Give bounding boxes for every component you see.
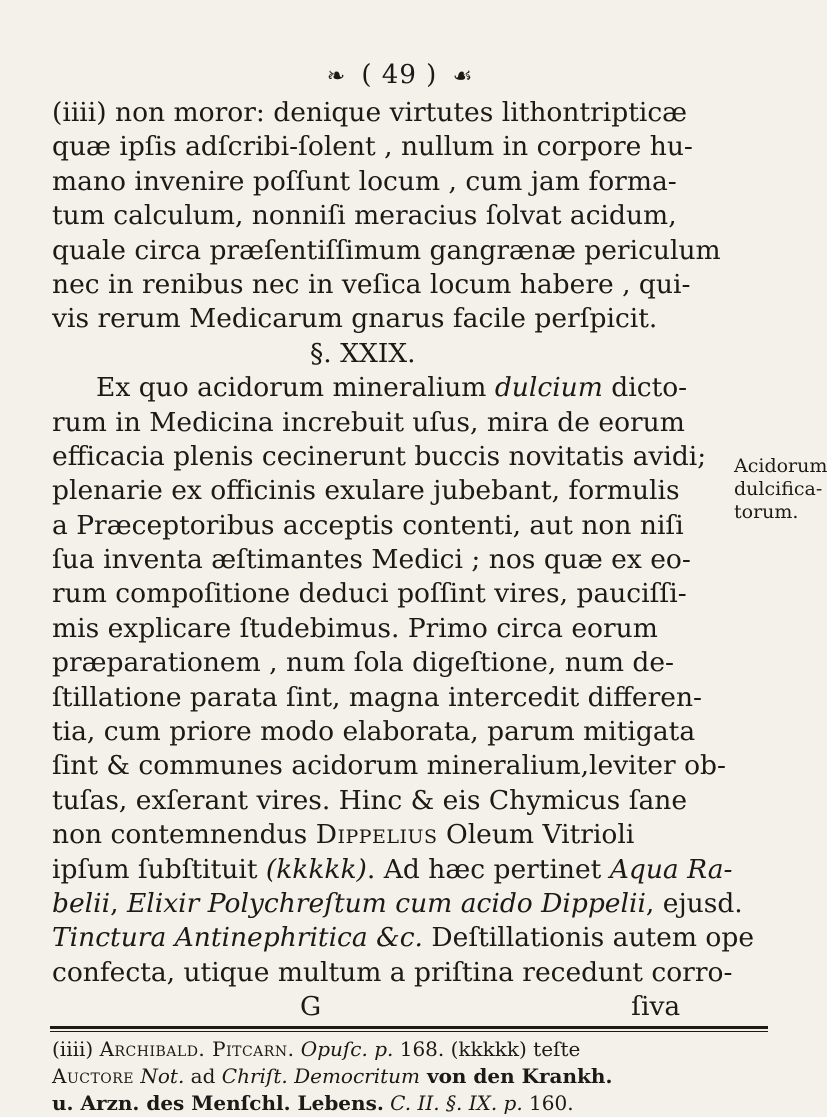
text-line: efficacia plenis cecinerunt buccis novitatis avidi; — [52, 440, 707, 472]
margin-note-line: torum. — [734, 501, 799, 523]
footnotes — [52, 1036, 772, 1117]
left-ornament-icon: ❧ — [326, 64, 347, 89]
text-line: ſint & communes acidorum mineralium,leviter ob- — [52, 750, 726, 782]
italic-term: Aqua Ra- — [609, 853, 733, 885]
text-line: præparationem , num ſola digeſtione, num de- — [52, 647, 674, 679]
blackletter-text: von den Krankh. — [420, 1064, 613, 1088]
signature-mark: G — [300, 991, 322, 1023]
text-span: Ex quo acidorum mineralium — [96, 372, 495, 404]
italic-term: C. II. §. IX. p. — [383, 1091, 523, 1115]
text-line — [52, 853, 733, 887]
margin-note-line: Acidorum — [734, 455, 827, 477]
text-line: rum compoſitione deduci poſſint vires, pauciſſi- — [52, 578, 687, 610]
text-span: non contemnendus — [52, 819, 316, 851]
main-text — [52, 96, 754, 1025]
text-line: tum calculum, nonniſi meracius ſolvat acidum, — [52, 200, 677, 232]
text-line: a Præceptoribus acceptis contenti, aut non niſi — [52, 509, 684, 541]
text-span: ad — [184, 1064, 222, 1088]
text-line: tuſas, exſerant vires. Hinc & eis Chymicus ſane — [52, 784, 688, 816]
text-line: vis rerum Medicarum gnarus facile perſpicit. — [52, 303, 658, 335]
text-line: ſua inventa æſtimantes Medici ; nos quæ ex eo- — [52, 544, 691, 576]
right-ornament-icon: ☙ — [452, 64, 474, 89]
text-line — [52, 371, 722, 405]
margin-note — [734, 455, 827, 524]
text-line — [52, 818, 722, 852]
page-number: ( 49 ) — [361, 60, 438, 90]
italic-term: Elixir Polychreſtum cum acido Dippelii — [126, 887, 646, 919]
footnote-line — [52, 1036, 772, 1063]
footnote-line — [52, 1090, 772, 1117]
italic-term: Tinctura Antinephritica &c. — [52, 922, 423, 954]
text-span: (iiii) — [52, 1037, 100, 1061]
footnote-ref: (kkkkk) — [265, 853, 367, 885]
text-line: nec in renibus nec in veſica locum habere , qui- — [52, 268, 691, 300]
catchword-line — [52, 990, 722, 1024]
text-line: ſtillatione parata ſint, magna intercedit differen- — [52, 681, 702, 713]
page-header — [0, 60, 800, 90]
text-span: dicto- — [602, 372, 688, 404]
author-name: Dippelius — [315, 819, 438, 851]
blackletter-text: u. Arzn. des Menſchl. Lebens. — [52, 1091, 384, 1115]
text-span: ipſum ſubſtituit — [52, 853, 266, 885]
text-line: quale circa præſentiſſimum gangrænæ periculum — [52, 234, 721, 266]
text-line: quæ ipſis adſcribi-ſolent , nullum in corpore hu- — [52, 131, 693, 163]
author-name: Auctore — [52, 1064, 135, 1088]
text-line: rum in Medicina increbuit uſus, mira de eorum — [52, 406, 685, 438]
text-span: , ejusd. — [645, 887, 743, 919]
text-line — [52, 887, 743, 921]
text-span: 160. — [522, 1091, 574, 1115]
text-span: , — [110, 887, 127, 919]
text-span: Deſtillationis autem ope — [422, 922, 754, 954]
text-line — [52, 921, 754, 955]
author-name: Archibald. Pitcarn. — [99, 1037, 295, 1061]
footnote-rule-thin — [50, 1031, 768, 1032]
footnote-rule — [50, 1026, 768, 1029]
text-line: (iiii) non moror: denique virtutes lithontripticæ — [52, 97, 688, 128]
italic-term: belii — [52, 887, 111, 919]
italic-term: dulcium — [494, 372, 603, 404]
text-line: plenarie ex officinis exulare jubebant, formulis — [52, 475, 680, 507]
text-span: Oleum Vitrioli — [437, 819, 635, 851]
catchword: ſiva — [631, 991, 681, 1023]
text-span: . Ad hæc pertinet — [366, 853, 610, 885]
text-line: mis explicare ſtudebimus. Primo circa eorum — [52, 612, 658, 644]
text-line: tia, cum priore modo elaborata, parum mitigata — [52, 716, 696, 748]
section-heading: §. XXIX. — [310, 337, 416, 369]
text-span: 168. (kkkkk) teſte — [393, 1037, 581, 1061]
italic-term: Chriſt. Democritum — [221, 1064, 420, 1088]
margin-note-line: dulcifica- — [734, 478, 823, 500]
italic-term: Opuſc. p. — [294, 1037, 394, 1061]
italic-term: Not. — [134, 1064, 185, 1088]
footnote-line — [52, 1063, 772, 1090]
text-line: confecta, utique multum a priſtina recedunt corro- — [52, 956, 733, 988]
text-line: mano invenire poſſunt locum , cum jam forma- — [52, 165, 677, 197]
